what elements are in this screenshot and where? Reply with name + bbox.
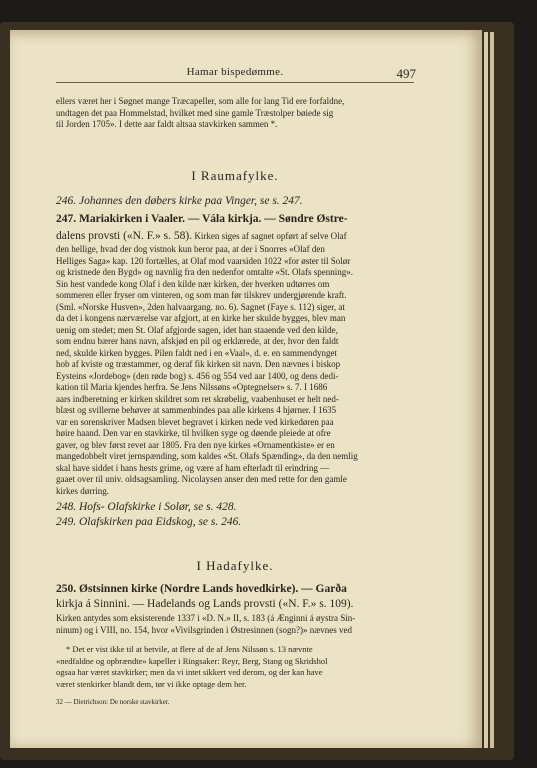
text-line: hob af kviste og træstammer, og deraf fik kirken sit navn. Den nævnes i biskop — [56, 359, 341, 369]
text-line: Kirken siges af sagnet opført af selve Olaf — [194, 231, 347, 241]
footnote-line: «nedfaldne og opbrændte» kapeller i Ringsaker: Reyr, Berg, Stang og Skridshol — [56, 655, 328, 666]
entry-250-body — [56, 613, 414, 636]
text-line: Helliges Saga» kap. 120 fortælles, at Olaf mod vaarsiden 1022 «for øster til Solør — [56, 255, 351, 266]
text-line: blæst og svillerne behøver at sammenbindes paa alle kirkens 4 hjørner. I 1635 — [56, 405, 337, 415]
text-line: den hellige, hvad der dog vistnok kun beror paa, at der i Snorres «Olaf den — [56, 244, 325, 254]
signature-mark: 32 — Dietrichson: De norske stavkirker. — [56, 698, 170, 706]
entry-title: dalens provsti («N. F.» s. 58). — [56, 230, 193, 242]
text-line: kation til Maria kjendes herfra. Se Jens Nilssøns «Optegnelser» s. 7. I 1686 — [56, 382, 328, 392]
text-line: uenig om stedet; men St. Olaf afgjorde sagen, idet han staaende ved den kilde, — [56, 324, 338, 335]
text-line: skal have siddet i hans hests grime, og være af ham efterladt til erindring — — [56, 462, 330, 473]
entry-248 — [56, 500, 414, 530]
section-heading: I Hadafylke. — [196, 558, 274, 573]
text-line: Kirken antydes som eksisterende 1337 i «D. N.» II, s. 183 (á Ænginni á øystra Sin- — [56, 613, 356, 623]
entry-title: 248. Hofs- Olafskirke i Solør, se s. 428. — [56, 501, 237, 513]
text-line: undtagen det paa Hommelstad, hvilket med sine gamle Træstolper bøiede sig — [56, 107, 334, 118]
entry-title: 250. Østsinnen kirke (Nordre Lands hovedkirke). — Garða — [56, 583, 347, 595]
footnote-line: * Det er vist ikke til at betvile, at flere af de af Jens Nilssøn s. 13 nævnte — [66, 644, 313, 654]
entry-title: kirkja á Sinnini. — Hadelands og Lands provsti («N. F.» s. 109). — [56, 598, 354, 610]
text-line: Sin hest vandede kong Olaf i den kilde nær kirken, der hverken udtørres om — [56, 278, 330, 289]
entry-title: 246. Johannes den døbers kirke paa Vinger, se s. 247. — [56, 195, 303, 207]
header-rule — [56, 82, 414, 83]
entry-title: 247. Mariakirken i Vaaler. — Vála kirkja. — Søndre Østre- — [56, 213, 348, 225]
intro-paragraph — [56, 96, 414, 131]
footnote-line: været stenkirker blandt dem, tør vi ikke optage dem her. — [56, 678, 247, 689]
section-heading: I Raumafylke. — [191, 168, 279, 183]
text-line: (Sml. «Norske Husven», 2den halvaargang. no. 6). Sagnet (Faye s. 112) siger, at — [56, 301, 345, 312]
text-line: sommeren eller fryser om vinteren, og som man før tilskrev undergjørende kraft. — [56, 290, 347, 300]
text-line: ninum) og i VIII, no. 154, hvor «Vivilsgrinden i Østresinnen (sogn?)» nævnes ved — [56, 624, 353, 635]
page-number: 497 — [396, 66, 416, 81]
text-line: var en sorenskriver Madsen blevet begravet i kirken nede ved kirkedøren paa — [56, 416, 334, 427]
text-line: gaaet over til univ. oldsagsamling. Nicolaysen anser den med rette for den gamle — [56, 474, 347, 484]
text-line: kirkes dørring. — [56, 485, 109, 496]
text-line: aars indberetning er kirken skildret som ret skrøbelig, vaabenhuset er helt ned- — [56, 393, 339, 404]
entry-246 — [56, 194, 414, 209]
entry-title: 249. Olafskirken paa Eidskog, se s. 246. — [56, 516, 242, 528]
text-line: til Jorden 1705». I dette aar faldt altsaa stavkirken sammen *. — [56, 119, 278, 129]
entry-247-body — [56, 244, 414, 497]
entry-247-heading — [56, 212, 414, 227]
text-line: ellers været her i Søgnet mange Træcapeller, som alle for lang Tid ere forfaldne, — [56, 96, 345, 106]
entry-250-heading — [56, 582, 414, 612]
text-line: høire haand. Den var en stavkirke, til hvilken syge og døende pleiede at ofre — [56, 428, 331, 438]
entry-247-line2 — [56, 229, 414, 244]
text-line: gaver, og blev først revet aar 1805. Fra den nye kirkes «Ornamentkiste» er en — [56, 439, 335, 450]
running-header — [56, 66, 414, 80]
text-line: mangedobbelt viret jernspænding, som kaldes «St. Olafs Spænding», da den nemlig — [56, 451, 358, 461]
footnote-line: ogsaa har været stavkirker; men da vi intet sikkert ved derom, og der kan have — [56, 667, 323, 677]
page-edge — [484, 32, 488, 748]
text-line: som endnu bærer hans navn, afskjød en pil og erklærede, at der, hvor den faldt — [56, 336, 339, 346]
footnote — [56, 644, 414, 690]
header-title: Hamar bispedømme. — [186, 66, 284, 78]
page-edge — [490, 32, 494, 748]
text-line: da det i kongens nærværelse var afgjort, at en kirke her skulde bygges, blev man — [56, 313, 346, 323]
text-line: og kristnede den Bygd» og navnlig fra den nedenfor omtalte «St. Olafs spenning». — [56, 267, 353, 277]
book-page — [10, 30, 482, 748]
text-line: Eysteins «Jordebog» (den røde bog) s. 456 og 554 ved aar 1400, og dens dedi- — [56, 370, 339, 381]
text-line: ned, skulde kirken bygges. Pilen faldt ned i en «Vaal», d. e. en sammendynget — [56, 347, 337, 358]
entry-title-cont — [56, 229, 414, 244]
